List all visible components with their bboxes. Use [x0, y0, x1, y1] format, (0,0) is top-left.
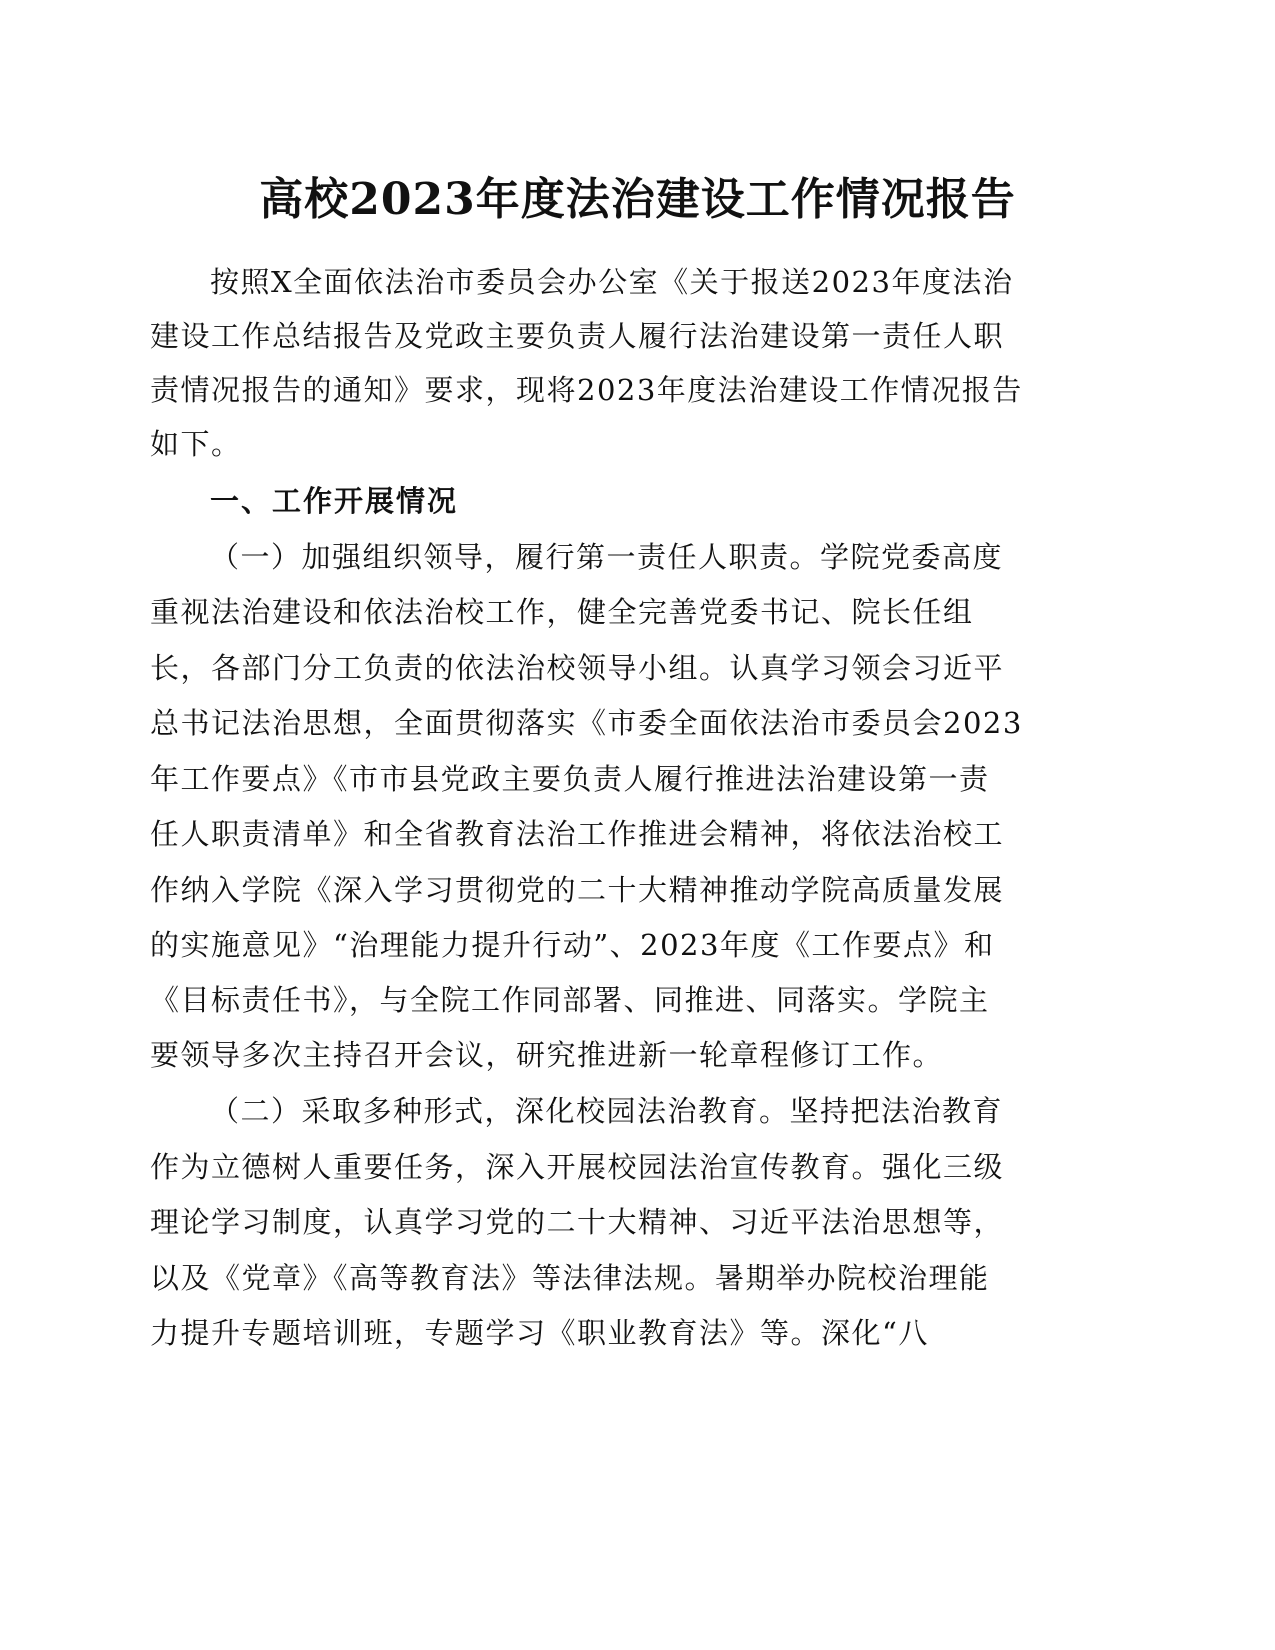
- paragraph-line: 力提升专题培训班，专题学习《职业教育法》等。深化“八: [150, 1316, 929, 1350]
- paragraph-line: 作纳入学院《深入学习贯彻党的二十大精神推动学院高质量发展: [150, 873, 1005, 907]
- paragraph-line: 如下。: [150, 427, 242, 461]
- section-heading: 一、工作开展情况: [210, 484, 459, 518]
- paragraph-line: 要领导多次主持召开会议，研究推进新一轮章程修订工作。: [150, 1038, 944, 1072]
- paragraph-line: 作为立德树人重要任务，深入开展校园法治宣传教育。强化三级: [150, 1150, 1005, 1184]
- paragraph-line: 重视法治建设和依法治校工作，健全完善党委书记、院长任组: [150, 595, 974, 629]
- paragraph-line: 理论学习制度，认真学习党的二十大精神、习近平法治思想等，: [150, 1205, 1005, 1239]
- paragraph-line: 总书记法治思想，全面贯彻落实《市委全面依法治市委员会2023: [150, 706, 1023, 740]
- paragraph-line: 按照X全面依法治市委员会办公室《关于报送2023年度法治: [210, 265, 1014, 299]
- paragraph-line: 长，各部门分工负责的依法治校领导小组。认真学习领会习近平: [150, 651, 1005, 685]
- paragraph-line: （一）加强组织领导，履行第一责任人职责。学院党委高度: [210, 540, 1004, 574]
- paragraph-line: 年工作要点》《市市县党政主要负责人履行推进法治建设第一责: [150, 762, 990, 796]
- paragraph-line: 以及《党章》《高等教育法》等法律法规。暑期举办院校治理能: [150, 1261, 990, 1295]
- paragraph-line: 《目标责任书》，与全院工作同部署、同推进、同落实。学院主: [150, 983, 990, 1017]
- paragraph-line: 任人职责清单》和全省教育法治工作推进会精神，将依法治校工: [150, 817, 1005, 851]
- paragraph-line: 的实施意见》“治理能力提升行动”、2023年度《工作要点》和: [150, 928, 995, 962]
- paragraph-line: 建设工作总结报告及党政主要负责人履行法治建设第一责任人职: [150, 319, 1005, 353]
- document-title: 高校2023年度法治建设工作情况报告: [259, 174, 1016, 225]
- paragraph-line: 责情况报告的通知》要求，现将2023年度法治建设工作情况报告: [150, 373, 1023, 407]
- paragraph-line: （二）采取多种形式，深化校园法治教育。坚持把法治教育: [210, 1094, 1004, 1128]
